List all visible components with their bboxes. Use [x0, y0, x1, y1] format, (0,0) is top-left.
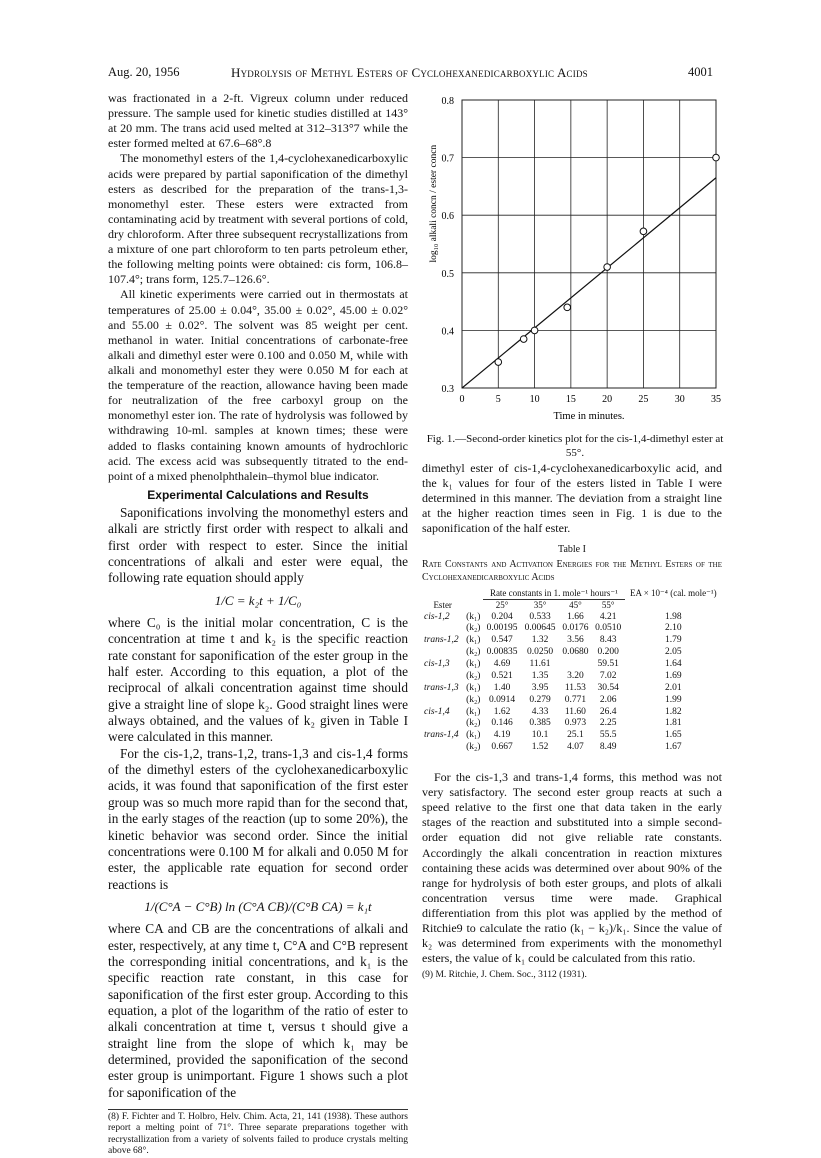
table-cell: trans-1,4: [424, 730, 459, 741]
table-cell: 0.973: [564, 718, 587, 729]
table-cell: cis-1,2: [424, 611, 450, 622]
table-cell: 1.98: [665, 611, 682, 622]
paragraph: For the cis-1,2, trans-1,2, trans-1,3 and cis-1,4 forms of the dimethyl esters of the cyclohexanedicarboxylic acids, it was found that saponification of the first ester group was so much more rapid than for the second that, in the early stages of the reaction (up to some 20%), the kinetic behavior was second order. Since the initial concentrations were 0.100 M for alkali and 0.050 M for ester, the applicable rate equation for second order reactions is: [108, 745, 408, 892]
paragraph: was fractionated in a 2-ft. Vigreux column under reduced pressure. The sample used for kinetic studies distilled at 143° at 20 mm. The trans acid used melted at 312–313°7 while the ester formed melted at 67.6–68°.8: [108, 91, 408, 151]
table-cell: [422, 671, 463, 683]
table-cell: 4.19: [493, 730, 511, 741]
page-number: 4001: [688, 65, 713, 79]
x-tick-label: 20: [602, 394, 613, 405]
paragraph: All kinetic experiments were carried out in thermostats at temperatures of 25.00 ± 0.04°, 35.00 ± 0.02°, 45.00 ± 0.02° and 55.00 ± 0.02°. The solvent was 85 weight per cent. methanol in water. Initial concentrations of carbonate-free alkali and dimethyl ester were 0.100 and 0.050 M, while with alkali and monomethyl ester they were 0.050 M for each at the temperature of the reaction, allowance having been made for neutralization of the free carboxyl group on the monomethyl ester ion. The rate of hydrolysis was followed by withdrawing 10-ml. samples at known times; these were added to flasks containing known amounts of hydrochloric acid. The excess acid was subsequently titrated to the end-point of a mixed phenolphthalein–thymol blue indicator.: [108, 287, 408, 483]
table-cell: 4.33: [531, 706, 549, 717]
table-cell: 1.52: [531, 742, 549, 753]
y-tick-label: 0.5: [441, 268, 454, 280]
y-tick-label: 0.3: [441, 384, 454, 395]
table-cell: 1.99: [665, 694, 682, 705]
table-cell: [422, 718, 463, 730]
data-point: [531, 327, 538, 334]
table-cell: (k₂): [466, 718, 481, 729]
table-cell: (k₂): [466, 742, 481, 753]
table-cell: 11.60: [564, 706, 586, 717]
table-title: Table I: [558, 544, 586, 555]
table-header-cell: Rate constants in 1. mole⁻¹ hours⁻¹: [483, 588, 625, 600]
table-cell: 1.66: [567, 611, 584, 622]
table-cell: 4.69: [493, 659, 511, 669]
table-cell: 1.40: [493, 682, 511, 693]
header-title: Hydrolysis of Methyl Esters of Cyclohexanedicarboxylic Acids: [231, 65, 588, 80]
table-cell: (k₁): [466, 659, 481, 669]
section-heading: Experimental Calculations and Results: [147, 487, 369, 502]
data-point: [564, 304, 571, 311]
table-cell: 1.67: [665, 742, 682, 753]
x-tick-label: 25: [638, 394, 649, 405]
table-cell: 0.200: [597, 647, 619, 658]
table-cell: (k₁): [466, 682, 481, 693]
table-row: [422, 635, 722, 647]
table-cell: 59.51: [597, 659, 619, 669]
table-cell: 25.1: [567, 730, 584, 741]
y-tick-label: 0.6: [441, 211, 454, 223]
table-cell: 10.1: [531, 730, 549, 741]
table-cell: [422, 623, 463, 635]
table-cell: (k₂): [466, 694, 481, 705]
table-row: [422, 730, 722, 742]
figure-1: [420, 90, 730, 470]
table-cell: 30.54: [597, 682, 619, 693]
table-header-cell: 35°: [533, 600, 547, 611]
figure-caption: Fig. 1.—Second-order kinetics plot for the cis-1,4-dimethyl ester at 55°.: [426, 433, 724, 460]
paragraph: where C₀ is the initial molar concentration, C is the concentration at time t and k₂ is the specific reaction rate constant for saponification of the ester group in the half ester. According to this equation, a plot of the reciprocal of alkali concentration against time should give a straight line of slope k₂. Good straight lines were always obtained, and the values of k₂ given in Table I were calculated in this manner.: [108, 615, 408, 745]
table-cell: 7.02: [599, 670, 617, 681]
data-point: [604, 264, 611, 271]
table-row: [422, 647, 722, 659]
rate-equation-1: 1/C = k₂t + 1/C₀: [214, 592, 302, 608]
table-row: [422, 718, 722, 730]
table-cell: [422, 647, 463, 659]
y-tick-label: 0.8: [441, 96, 454, 107]
table-cell: 0.00835: [486, 647, 518, 658]
kinetics-plot: [420, 90, 730, 430]
table-cell: 0.667: [491, 742, 513, 753]
x-tick-label: 15: [565, 394, 576, 405]
data-point: [520, 336, 527, 343]
table-cell: 0.771: [564, 694, 587, 705]
table-cell: (k₁): [466, 706, 481, 717]
table-row: [422, 612, 722, 624]
table-header-cell: 25°: [495, 600, 509, 611]
table-cell: 8.49: [599, 742, 617, 753]
table-cell: 11.53: [564, 682, 586, 693]
table-cell: [422, 695, 463, 707]
table-cell: 0.0914: [489, 694, 516, 705]
table-header-cell: Ester: [433, 600, 452, 610]
table-cell: 1.69: [665, 670, 682, 681]
table-cell: 3.20: [567, 670, 584, 681]
table-cell: 0.0176: [562, 623, 589, 634]
data-point: [495, 359, 502, 366]
rate-constants-table: [422, 588, 722, 754]
table-cell: [559, 659, 592, 671]
table-cell: 2.10: [665, 623, 682, 634]
x-tick-label: 5: [495, 394, 501, 405]
table-header-cell: [625, 600, 722, 612]
x-tick-label: 0: [459, 394, 465, 405]
y-tick-label: 0.4: [441, 326, 454, 338]
table-cell: 0.0510: [595, 623, 622, 634]
y-tick-label: 0.7: [441, 153, 454, 165]
footnote: (8) F. Fichter and T. Holbro, Helv. Chim. Acta, 21, 141 (1938). These authors report a melting point of 71°. Three separate preparations together with recrystallization from a variety of solvents failed to produce crystals melting above 68°.: [108, 1109, 408, 1158]
x-tick-label: 30: [674, 394, 685, 405]
table-cell: 1.81: [665, 718, 682, 729]
data-point: [713, 154, 720, 161]
table-cell: 0.146: [491, 718, 513, 729]
table-cell: 4.07: [567, 742, 584, 753]
table-cell: 2.06: [599, 694, 617, 705]
table-cell: 0.521: [491, 670, 513, 681]
footnote: (9) M. Ritchie, J. Chem. Soc., 3112 (1931).: [422, 970, 587, 981]
table-cell: 0.00645: [524, 623, 556, 634]
paragraph: The monomethyl esters of the 1,4-cyclohexanedicarboxylic acids were prepared by partial saponification of the dimethyl esters as described for the preparation of the trans-1,3-monomethyl ester. These esters were extracted from contaminating acid by treatment with several portions of cold, dry chloroform. After three subsequent recrystallizations from a mixture of one part chloroform to ten parts petroleum ether, the following melting points were obtained: cis form, 106.8–107.4°; trans form, 125.7–126.6°.: [108, 151, 408, 287]
table-cell: trans-1,2: [424, 635, 459, 646]
table-cell: 0.204: [491, 611, 513, 622]
table-row: [422, 742, 722, 754]
table-cell: 4.21: [599, 611, 617, 622]
table-cell: 3.95: [531, 682, 549, 693]
table-header-cell: [463, 588, 483, 600]
plot-frame: [462, 100, 716, 388]
table-cell: (k₁): [466, 730, 481, 741]
rate-equation-2: 1/(C°A − C°B) ln (C°A CB)/(C°B CA) = k₁t: [144, 898, 372, 914]
table-cell: 1.79: [665, 635, 682, 646]
table-cell: 0.279: [529, 694, 551, 705]
table-cell: 0.533: [529, 611, 551, 622]
table-caption: Rate Constants and Activation Energies for the Methyl Esters of the Cyclohexanedicarboxylic Acids: [422, 559, 722, 583]
table-cell: 0.385: [529, 718, 551, 729]
table-row: [422, 695, 722, 707]
table-cell: (k₁): [466, 635, 481, 646]
table-cell: (k₂): [466, 623, 481, 634]
table-cell: 0.00195: [486, 623, 518, 634]
table-cell: 1.62: [493, 706, 511, 717]
table-cell: 3.56: [567, 635, 584, 646]
table-cell: 2.25: [599, 718, 617, 729]
table-row: [422, 707, 722, 719]
table-cell: 1.35: [531, 670, 549, 681]
table-row: [422, 623, 722, 635]
paragraph: For the cis-1,3 and trans-1,4 forms, this method was not very satisfactory. The second ester group reacts at such a speed relative to the first one that data taken in the early stages of the reaction and substituted into a simple second-order equation did not give reliable rate constants. Accordingly the alkali concentration in reaction mixtures containing these acids was determined over about 90% of the range for hydrolysis of both ester groups, and plots of alkali concentration versus time were made. Graphical differentiation from this plot was applied by the method of Ritchie9 to calculate the ratio (k₁ − k₂)/k₁. Since the value of k₂ was determined from experiments with the monomethyl esters, the value of k₁ could be calculated from this ratio.: [422, 770, 722, 966]
table-cell: 2.05: [665, 647, 682, 658]
table-cell: cis-1,4: [424, 706, 450, 717]
table-cell: 8.43: [599, 635, 617, 646]
table-row: [422, 659, 722, 671]
data-point: [640, 228, 647, 235]
table-header-cell: 45°: [569, 600, 582, 611]
x-tick-label: 10: [529, 394, 540, 405]
table-cell: (k₂): [466, 670, 481, 681]
table-header-cell: 55°: [601, 600, 615, 611]
table-header-cell: [463, 600, 483, 612]
table-header-cell: EA × 10⁻⁴ (cal. mole⁻¹): [629, 588, 717, 599]
x-axis-label: Time in minutes.: [553, 411, 625, 422]
x-tick-label: 35: [711, 394, 721, 405]
left-column: [108, 91, 408, 1158]
table-cell: trans-1,3: [424, 682, 459, 693]
table-cell: 26.4: [599, 706, 617, 717]
right-column-top: [422, 461, 722, 537]
table-row: [422, 671, 722, 683]
paragraph: Saponifications involving the monomethyl esters and alkali are strictly first order with respect to alkali and first order with respect to ester. Since the initial concentrations of alkali and ester were equal, the following rate equation should apply: [108, 504, 408, 586]
table-cell: 1.64: [665, 659, 682, 669]
paragraph: where CA and CB are the concentrations of alkali and ester, respectively, at any time t, C°A and C°B represent the corresponding initial concentrations, and k₁ is the specific reaction rate constant, in this case for saponification of the first ester group. According to this equation, a plot of the logarithm of the ratio of ester to alkali concentration at time t, versus t should give a straight line from the slope of which k₁ may be determined, provided the saponification of the second ester group is unimportant. Figure 1 shows such a plot for saponification of the: [108, 921, 408, 1100]
table-cell: (k₂): [466, 647, 481, 658]
table-cell: 0.0680: [562, 647, 589, 658]
table-cell: 0.547: [491, 635, 513, 646]
table-cell: 2.01: [665, 682, 682, 693]
table-cell: 1.32: [531, 635, 549, 646]
fit-line: [462, 178, 716, 388]
table-row: [422, 683, 722, 695]
table-cell: 1.82: [665, 706, 682, 717]
right-column-bottom: [422, 770, 722, 982]
table-cell: 1.65: [665, 730, 682, 741]
table-header-cell: [422, 588, 463, 600]
table-cell: 11.61: [529, 659, 551, 669]
table-cell: [422, 742, 463, 754]
table-cell: 55.5: [599, 730, 617, 741]
header-date: Aug. 20, 1956: [108, 65, 180, 79]
paragraph: dimethyl ester of cis-1,4-cyclohexanedicarboxylic acid, and the k₁ values for four of the esters listed in Table I were determined in this manner. The deviation from a straight line at the higher reaction times seen in Fig. 1 is due to the saponification of the half ester.: [422, 461, 722, 536]
y-axis-label: log₁₀ alkali concn / ester concn: [429, 144, 439, 263]
table-cell: (k₁): [466, 611, 481, 622]
table-cell: 0.0250: [526, 647, 554, 658]
table-cell: cis-1,3: [424, 659, 450, 669]
